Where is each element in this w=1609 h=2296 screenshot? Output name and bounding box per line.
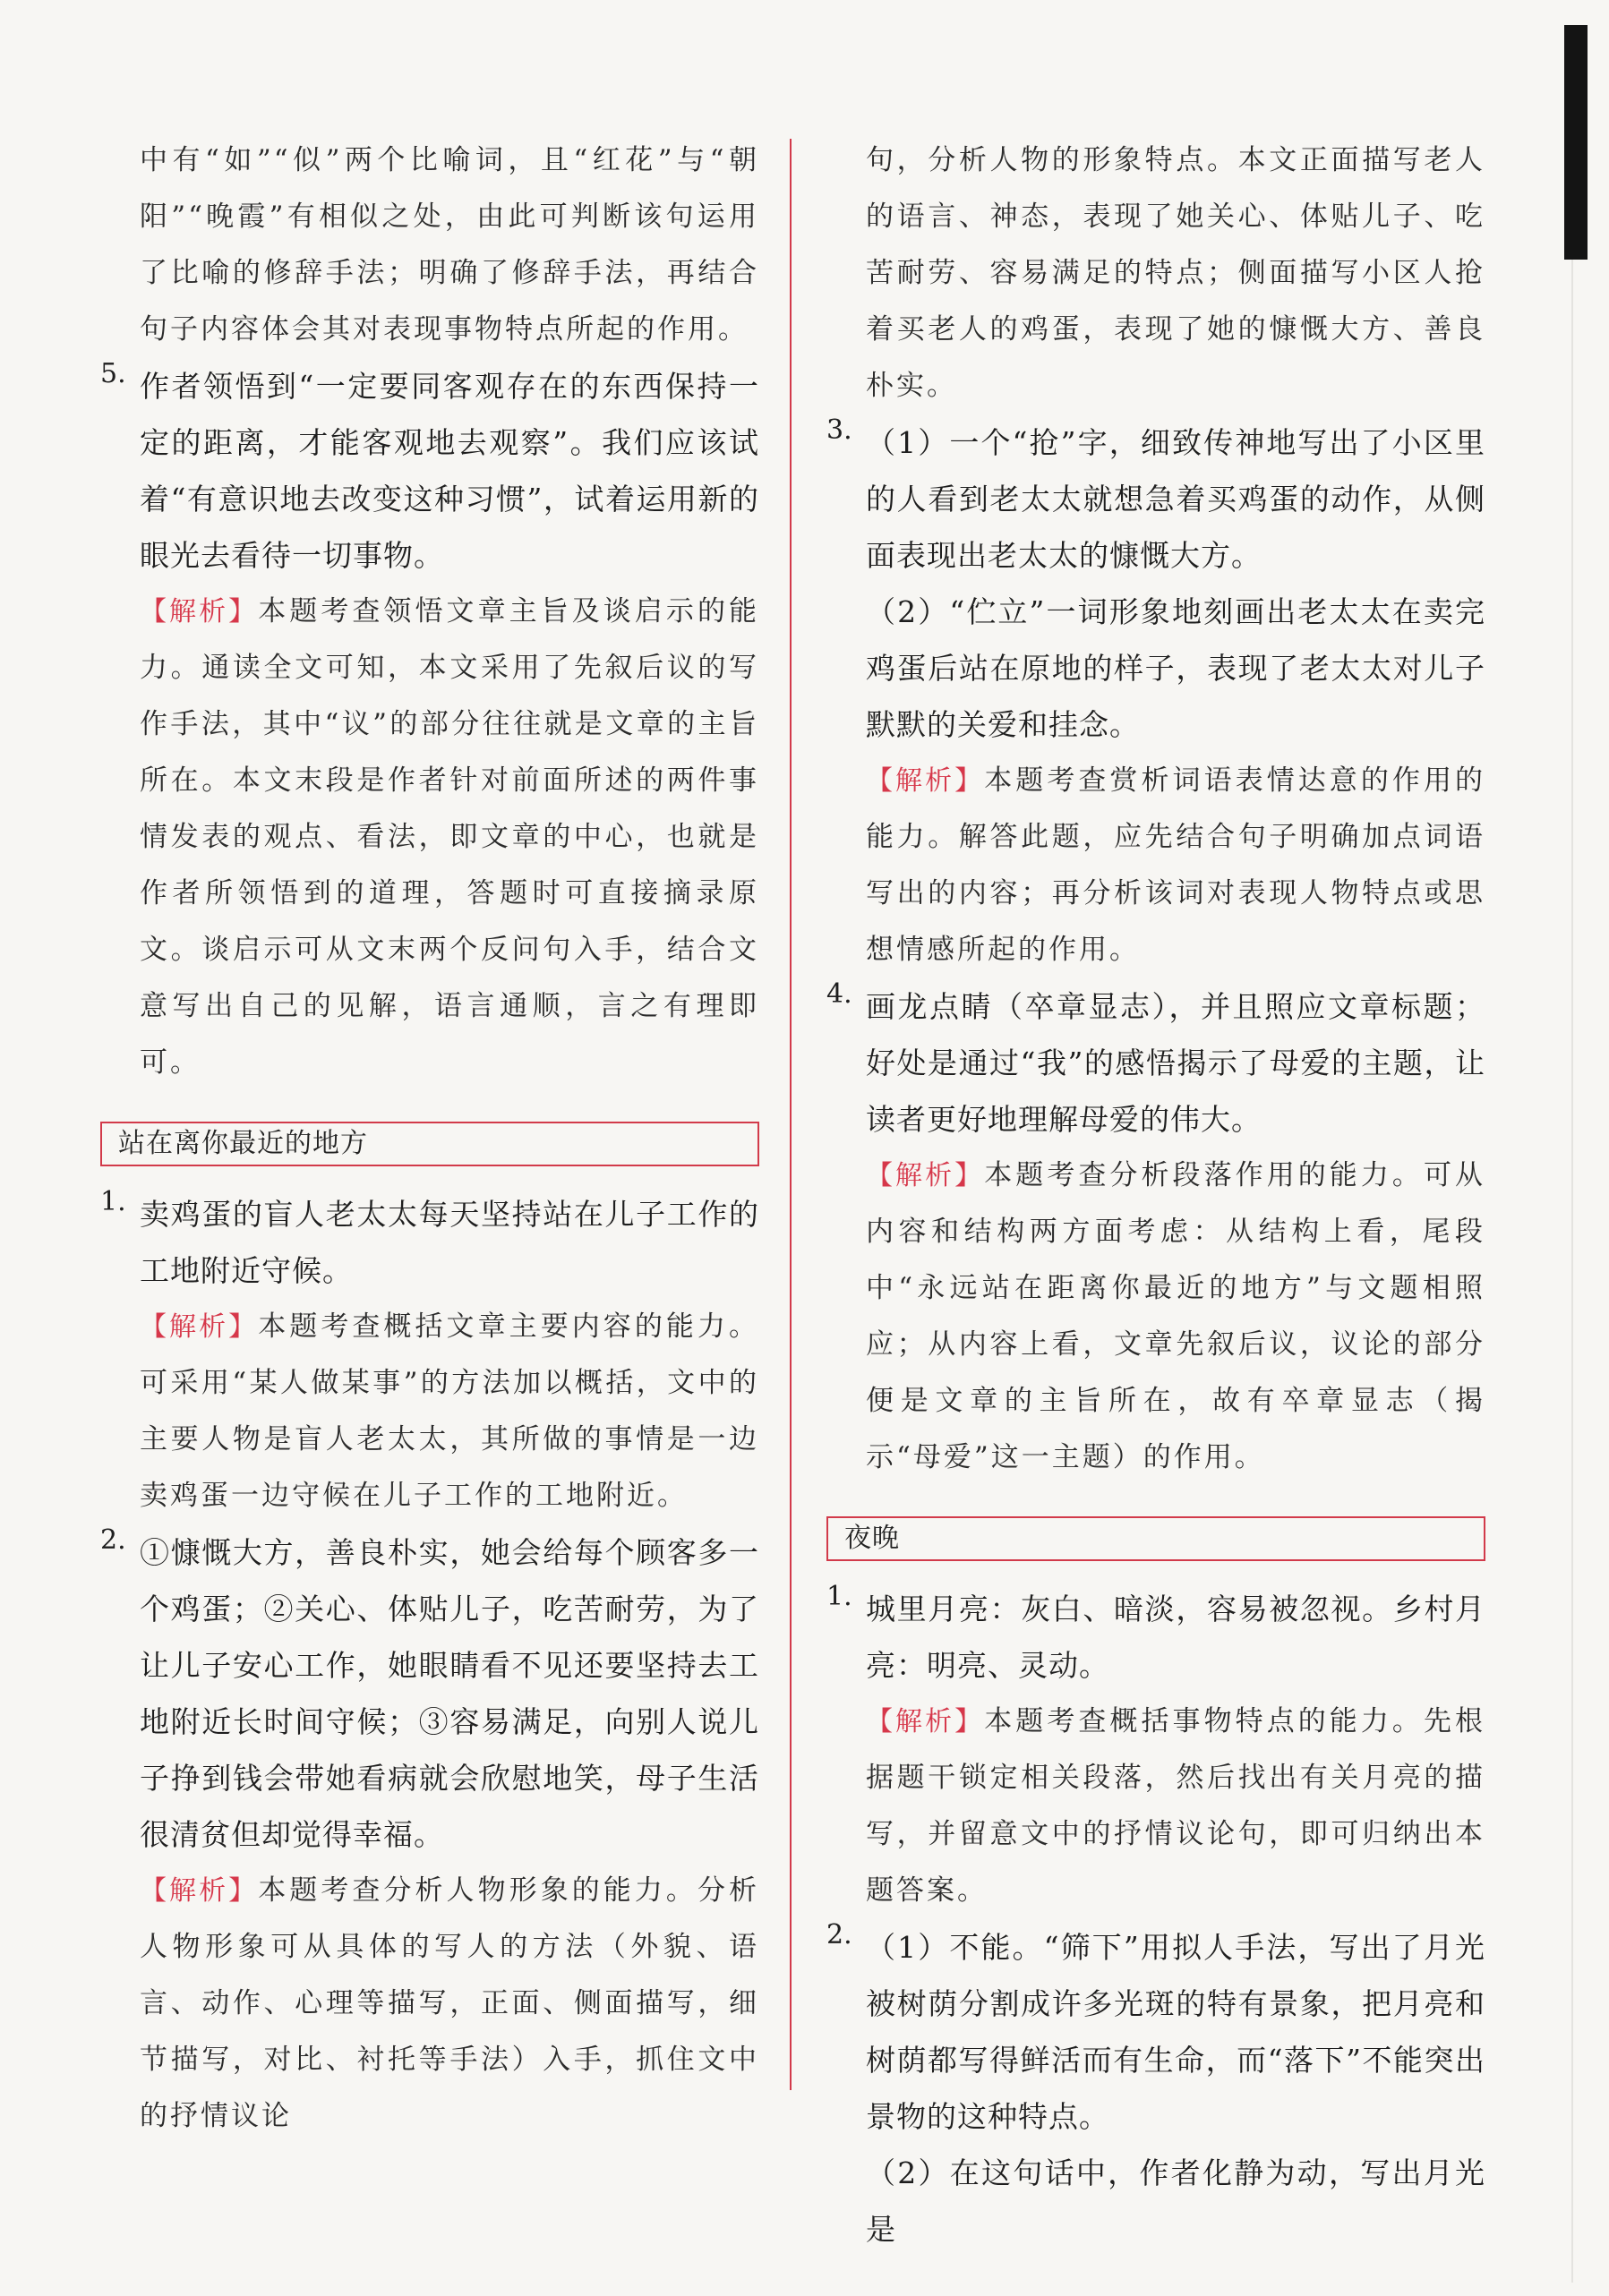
answer-text: ①慷慨大方，善良朴实，她会给每个顾客多一个鸡蛋；②关心、体贴儿子，吃苦耐劳，为了让儿子安心工作，她眼睛看不见还要坚持去工地附近长时间守候；③容易满足，向别人说儿子挣到钱会带她看病就会欣慰地笑，母子生活很清贫但却觉得幸福。	[140, 1535, 759, 1852]
scan-edge-line	[1571, 260, 1573, 2283]
answer-text: 画龙点睛（卒章显志），并且照应文章标题；好处是通过“我”的感悟揭示了母爱的主题，让读者更好地理解母爱的伟大。	[866, 989, 1485, 1137]
item-number: 5.	[100, 358, 126, 389]
analysis-text: 本题考查分析人物形象的能力。分析人物形象可从具体的写人的方法（外貌、语言、动作、心理等描写，正面、侧面描写，细节描写，对比、衬托等手法）入手，抓住文中的抒情议论	[140, 1874, 760, 2132]
answer-item-1	[100, 1186, 759, 1524]
section-title-standing-nearest: 站在离你最近的地方	[100, 1122, 759, 1166]
item-number: 4.	[826, 978, 852, 1010]
analysis-tag: 【解析】	[866, 1706, 985, 1737]
analysis-text: 本题考查分析段落作用的能力。可从内容和结构两方面考虑：从结构上看，尾段中“永远站在距离你最近的地方”与文题相照应；从内容上看，文章先叙后议，议论的部分便是文章的主旨所在，故有卒章显志（揭示“母爱”这一主题）的作用。	[866, 1159, 1486, 1473]
right-column	[826, 132, 1485, 2258]
analysis-tag: 【解析】	[140, 596, 259, 627]
answer-item-1	[826, 1581, 1485, 1919]
q2-analysis-continuation: 句，分析人物的形象特点。本文正面描写老人的语言、神态，表现了她关心、体贴儿子、吃苦耐劳、容易满足的特点；侧面描写小区人抢着买老人的鸡蛋，表现了她的慷慨大方、善良朴实。	[866, 144, 1485, 402]
analysis-block	[866, 1694, 1485, 1919]
analysis-text: 本题考查赏析词语表情达意的作用的能力。解答此题，应先结合句子明确加点词语写出的内容；再分析该词对表现人物特点或思想情感所起的作用。	[866, 764, 1486, 966]
analysis-text: 本题考查概括文章主要内容的能力。可采用“某人做某事”的方法加以概括，文中的主要人物是盲人老太太，其所做的事情是一边卖鸡蛋一边守候在儿子工作的工地附近。	[140, 1310, 760, 1512]
scan-edge-bar	[1564, 25, 1588, 260]
answer-item-2	[100, 1524, 759, 2145]
analysis-block	[866, 1148, 1485, 1486]
answer-text-part-2: （2）“伫立”一词形象地刻画出老太太在卖完鸡蛋后站在原地的样子，表现了老太太对儿子默默的关爱和挂念。	[866, 594, 1485, 742]
answer-text: 作者领悟到“一定要同客观存在的东西保持一定的距离，才能客观地去观察”。我们应该试着“有意识地去改变这种习惯”，试着运用新的眼光去看待一切事物。	[140, 369, 759, 573]
analysis-block	[866, 753, 1485, 978]
answer-text: 城里月亮：灰白、暗淡，容易被忽视。乡村月亮：明亮、灵动。	[866, 1592, 1485, 1683]
analysis-block	[140, 584, 759, 1091]
analysis-tag: 【解析】	[140, 1875, 259, 1907]
column-divider	[790, 139, 792, 2090]
item-number: 2.	[100, 1524, 126, 1556]
analysis-tag: 【解析】	[866, 765, 985, 797]
analysis-block	[140, 1299, 759, 1524]
analysis-tag: 【解析】	[866, 1160, 985, 1191]
left-column	[100, 132, 759, 2145]
analysis-block	[140, 1863, 759, 2145]
item-number: 2.	[826, 1919, 852, 1950]
item-number: 1.	[826, 1581, 852, 1612]
answer-text-part-1: （1）不能。“筛下”用拟人手法，写出了月光被树荫分割成许多光斑的特有景象，把月亮和树荫都写得鲜活而有生命，而“落下”不能突出景物的这种特点。	[866, 1930, 1485, 2134]
item-number: 3.	[826, 414, 852, 446]
answer-item-2	[826, 1919, 1485, 2258]
analysis-text: 本题考查领悟文章主旨及谈启示的能力。通读全文可知，本文采用了先叙后议的写作手法，其中“议”的部分往往就是文章的主旨所在。本文末段是作者针对前面所述的两件事情发表的观点、看法，即文章的中心，也就是作者所领悟到的道理，答题时可直接摘录原文。谈启示可从文末两个反问句入手，结合文意写出自己的见解，语言通顺，言之有理即可。	[140, 595, 760, 1079]
analysis-text: 本题考查概括事物特点的能力。先根据题干锁定相关段落，然后找出有关月亮的描写，并留意文中的抒情议论句，即可归纳出本题答案。	[866, 1705, 1486, 1907]
answer-text-part-2: （2）在这句话中，作者化静为动，写出月光是	[866, 2155, 1485, 2247]
section-title-night: 夜晚	[826, 1516, 1485, 1561]
answer-text: 卖鸡蛋的盲人老太太每天坚持站在儿子工作的工地附近守候。	[140, 1197, 759, 1288]
answer-text-part-1: （1）一个“抢”字，细致传神地写出了小区里的人看到老太太就想急着买鸡蛋的动作，从侧面表现出老太太的慷慨大方。	[866, 425, 1485, 573]
answer-item-4	[826, 978, 1485, 1486]
answer-item-3	[826, 414, 1485, 978]
item-number: 1.	[100, 1186, 126, 1217]
q4-analysis-continuation: 中有“如”“似”两个比喻词，且“红花”与“朝阳”“晚霞”有相似之处，由此可判断该句运用了比喻的修辞手法；明确了修辞手法，再结合句子内容体会其对表现事物特点所起的作用。	[140, 144, 759, 346]
answer-item-5	[100, 358, 759, 1091]
analysis-tag: 【解析】	[140, 1311, 259, 1343]
